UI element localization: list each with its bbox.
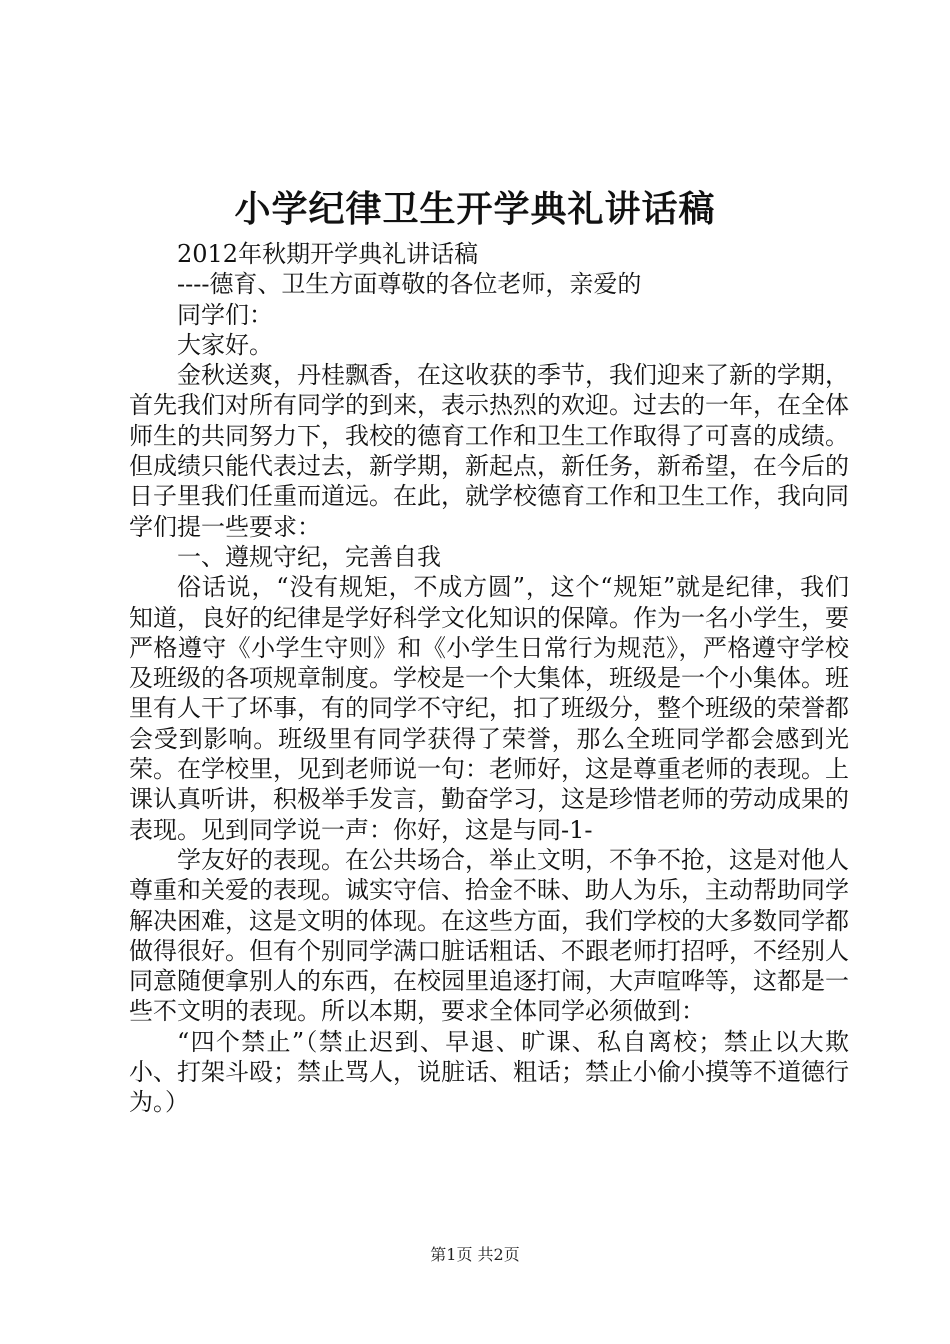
- paragraph-topic: ----德育、卫生方面尊敬的各位老师，亲爱的: [177, 270, 642, 299]
- paragraph-subtitle: 2012年秋期开学典礼讲话稿: [177, 240, 479, 268]
- paragraph-four-prohibitions: “四个禁止”（禁止迟到、早退、旷课、私自离校；禁止以大欺小、打架斗殴；禁止骂人，说脏话、粗话；禁止小偷小摸等不道德行为。）: [129, 1027, 849, 1117]
- paragraph-discipline: 俗话说，“没有规矩，不成方圆”，这个“规矩”就是纪律，我们知道，良好的纪律是学好科学文化知识的保障。作为一名小学生，要严格遵守《小学生守则》和《小学生日常行为规范》，严格遵守学校及班级的各项规章制度。学校是一个大集体，班级是一个小集体。班里有人干了坏事，有的同学不守纪，扣了班级分，整个班级的荣誉都会受到影响。班级里有同学获得了荣誉，那么全班同学都会感到光荣。在学校里，见到老师说一句：老师好，这是尊重老师的表现。上课认真听讲，积极举手发言，勤奋学习，这是珍惜老师的劳动成果的表现。见到同学说一声：你好，这是与同-1-: [129, 573, 849, 844]
- document-title: 小学纪律卫生开学典礼讲话稿: [234, 188, 716, 230]
- section-heading-1: 一、遵规守纪，完善自我: [177, 542, 441, 571]
- paragraph-greeting: 大家好。: [177, 330, 273, 359]
- paragraph-intro: 金秋送爽，丹桂飘香，在这收获的季节，我们迎来了新的学期，首先我们对所有同学的到来，表示热烈的欢迎。过去的一年，在全体师生的共同努力下，我校的德育工作和卫生工作取得了可喜的成绩。但成绩只能代表过去，新学期，新起点，新任务，新希望，在今后的日子里我们任重而道远。在此，就学校德育工作和卫生工作，我向同学们提一些要求：: [129, 361, 849, 541]
- document-body: [129, 239, 849, 1118]
- paragraph-salutation: 同学们：: [177, 300, 273, 329]
- paragraph-civility: 学友好的表现。在公共场合，举止文明，不争不抢，这是对他人尊重和关爱的表现。诚实守信、拾金不昧、助人为乐，主动帮助同学解决困难，这是文明的体现。在这些方面，我们学校的大多数同学都做得很好。但有个别同学满口脏话粗话、不跟老师打招呼，不经别人同意随便拿别人的东西，在校园里追逐打闹，大声喧哗等，这都是一些不文明的表现。所以本期，要求全体同学必须做到：: [129, 845, 849, 1026]
- page-footer: 第1页 共2页: [430, 1245, 520, 1264]
